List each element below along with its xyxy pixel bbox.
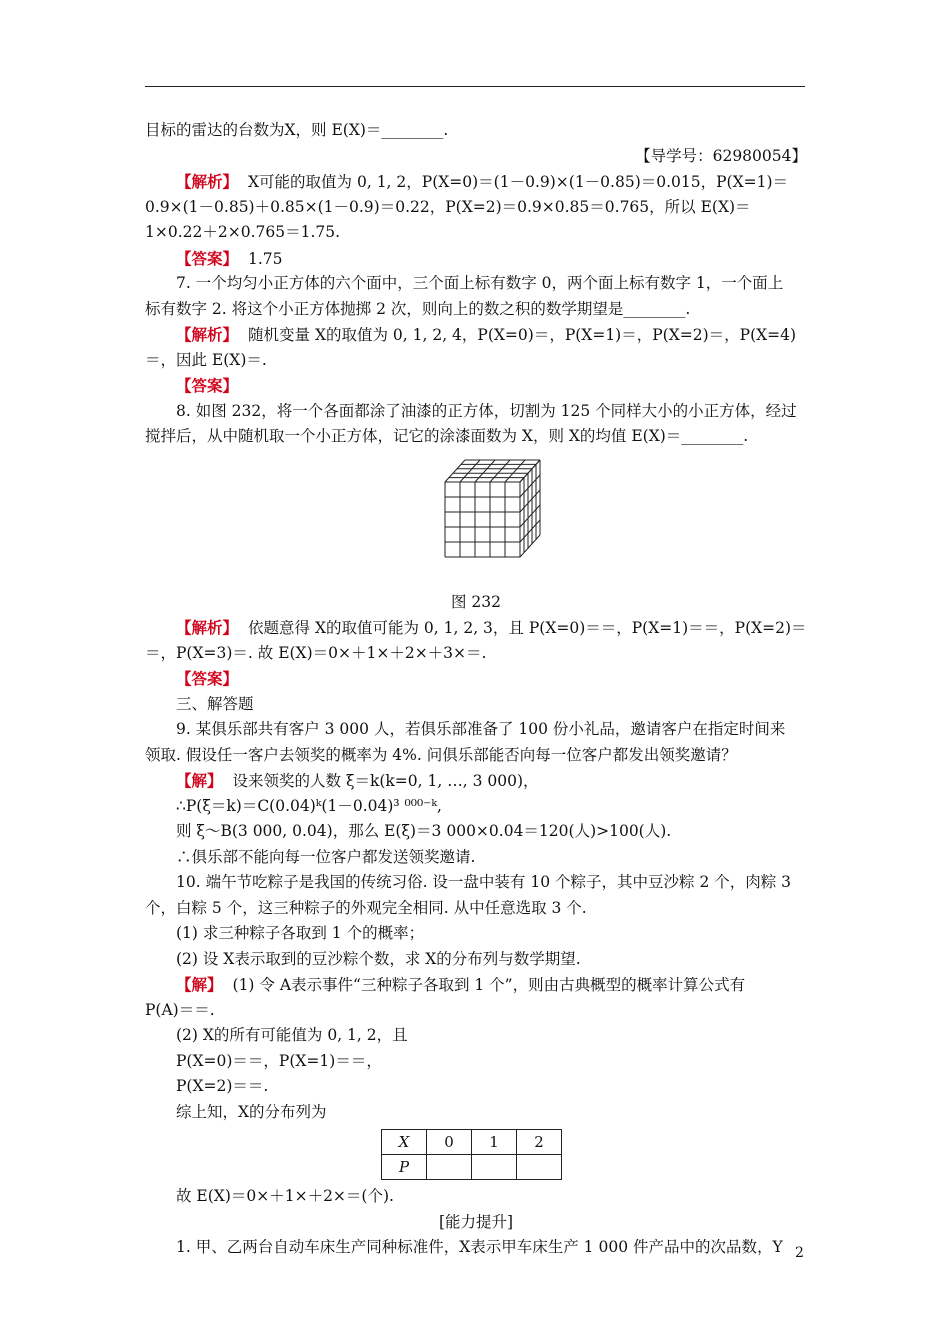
- table-cell: 0: [427, 1130, 472, 1155]
- text-line: 0.9×(1－0.85)＋0.85×(1－0.9)＝0.22，P(X=2)＝0.9×0.85＝0.765，所以 E(X)＝: [145, 197, 751, 216]
- table-row: [382, 1155, 562, 1180]
- text-line: (1) 求三种粽子各取到 1 个的概率；: [176, 924, 425, 942]
- analysis-tag: 【解析】: [176, 172, 239, 191]
- text-line: (2) X的所有可能值为 0, 1, 2，且: [176, 1026, 408, 1044]
- text-line: 【解】 设来领奖的人数 ξ＝k(k=0, 1, …, 3 000)，: [176, 771, 539, 790]
- table-cell: [472, 1155, 517, 1180]
- text-line: ∴俱乐部不能向每一位客户都发送领奖邀请.: [176, 847, 476, 866]
- question-7: 7. 一个均匀小正方体的六个面中，三个面上标有数字 0，两个面上标有数字 1，一个面上: [176, 274, 784, 292]
- analysis-tag: 【解析】: [176, 618, 239, 637]
- page-content: [145, 118, 807, 1261]
- answer-tag: 【答案】: [176, 669, 239, 688]
- table-cell: [427, 1155, 472, 1180]
- table-cell: P: [382, 1155, 427, 1180]
- header-rule: [145, 86, 805, 87]
- text-line: 则 ξ～B(3 000, 0.04)，那么 E(ξ)＝3 000×0.04＝120(人)>100(人).: [176, 822, 672, 840]
- text-line: 【解析】 随机变量 X的取值为 0, 1, 2, 4，P(X=0)＝，P(X=1)＝，P(X=2)＝，P(X=4): [176, 325, 797, 344]
- question-8: 8. 如图 232，将一个各面都涂了油漆的正方体，切割为 125 个同样大小的小正方体，经过: [176, 401, 797, 420]
- text-line: 【答案】 1.75: [176, 248, 283, 268]
- text-line: 领取. 假设任一客户去领奖的概率为 4%. 问俱乐部能否向每一位客户都发出领奖邀请？: [145, 745, 737, 764]
- guide-number: 【导学号：62980054】: [635, 146, 807, 165]
- text-line: ＝，因此 E(X)＝.: [145, 350, 267, 369]
- text-line: 1×0.22＋2×0.765＝1.75.: [145, 223, 341, 241]
- text-line: 【解】 (1) 令 A表示事件“三种粽子各取到 1 个”，则由古典概型的概率计算公式有: [176, 975, 746, 994]
- table-cell: X: [382, 1130, 427, 1155]
- text-line: 综上知，X的分布列为: [176, 1102, 327, 1121]
- answer-tag: 【答案】: [176, 248, 239, 268]
- section-heading: 三、解答题: [176, 694, 254, 713]
- text-line: 搅拌后，从中随机取一个小正方体，记它的涂漆面数为 X，则 X的均值 E(X)＝________.: [145, 427, 749, 445]
- text-line: (2) 设 X表示取到的豆沙粽个数，求 X的分布列与数学期望.: [176, 949, 581, 968]
- text-line: 故 E(X)＝0×＋1×＋2×＝(个).: [176, 1187, 394, 1205]
- text-line: P(X=2)＝＝.: [176, 1077, 269, 1095]
- text-line: 【解析】 X可能的取值为 0, 1, 2，P(X=0)＝(1－0.9)×(1－0.85)＝0.015，P(X=1)＝: [176, 172, 789, 191]
- solution-tag: 【解】: [176, 975, 223, 994]
- table-cell: [517, 1155, 562, 1180]
- cube-grid-image: [443, 452, 543, 582]
- figure-caption: 图 232: [450, 592, 501, 611]
- analysis-tag: 【解析】: [176, 325, 239, 344]
- question-9: 9. 某俱乐部共有客户 3 000 人，若俱乐部准备了 100 份小礼品，邀请客户在指定时间来: [176, 720, 786, 738]
- table-cell: 1: [472, 1130, 517, 1155]
- distribution-table: [381, 1129, 562, 1180]
- text-line: [145, 373, 807, 399]
- table-row: [382, 1130, 562, 1155]
- cube-figure: [145, 450, 807, 590]
- question-1: 1. 甲、乙两台自动车床生产同种标准件，X表示甲车床生产 1 000 件产品中的次品数，Y: [176, 1238, 783, 1256]
- text-line: P(A)＝＝.: [145, 1000, 215, 1019]
- table-cell: 2: [517, 1130, 562, 1155]
- question-10: 10. 端午节吃粽子是我国的传统习俗. 设一盘中装有 10 个粽子，其中豆沙粽 2 个，肉粽 3: [176, 873, 792, 891]
- text-line: [145, 666, 807, 692]
- page-number: 2: [795, 1245, 804, 1261]
- text-line: ∴P(ξ＝k)＝C(0.04)ᵏ(1－0.04)³ ⁰⁰⁰⁻ᵏ,: [176, 796, 442, 815]
- text-line: 个，白粽 5 个，这三种粽子的外观完全相同. 从中任意选取 3 个.: [145, 898, 587, 917]
- text-line: ＝，P(X=3)＝. 故 E(X)＝0×＋1×＋2×＋3×＝.: [145, 643, 487, 662]
- section-heading: [能力提升]: [438, 1212, 514, 1231]
- text-line: 【解析】 依题意得 X的取值可能为 0, 1, 2, 3，且 P(X=0)＝＝，P(X=1)＝＝，P(X=2)＝: [176, 618, 807, 637]
- answer-tag: 【答案】: [176, 376, 239, 395]
- solution-tag: 【解】: [176, 771, 223, 790]
- text-line: 标有数字 2. 将这个小正方体抛掷 2 次，则向上的数之积的数学期望是________.: [145, 299, 691, 318]
- text-line: P(X=0)＝＝，P(X=1)＝＝，: [176, 1051, 382, 1070]
- text-line: 目标的雷达的台数为X，则 E(X)＝________.: [145, 121, 449, 139]
